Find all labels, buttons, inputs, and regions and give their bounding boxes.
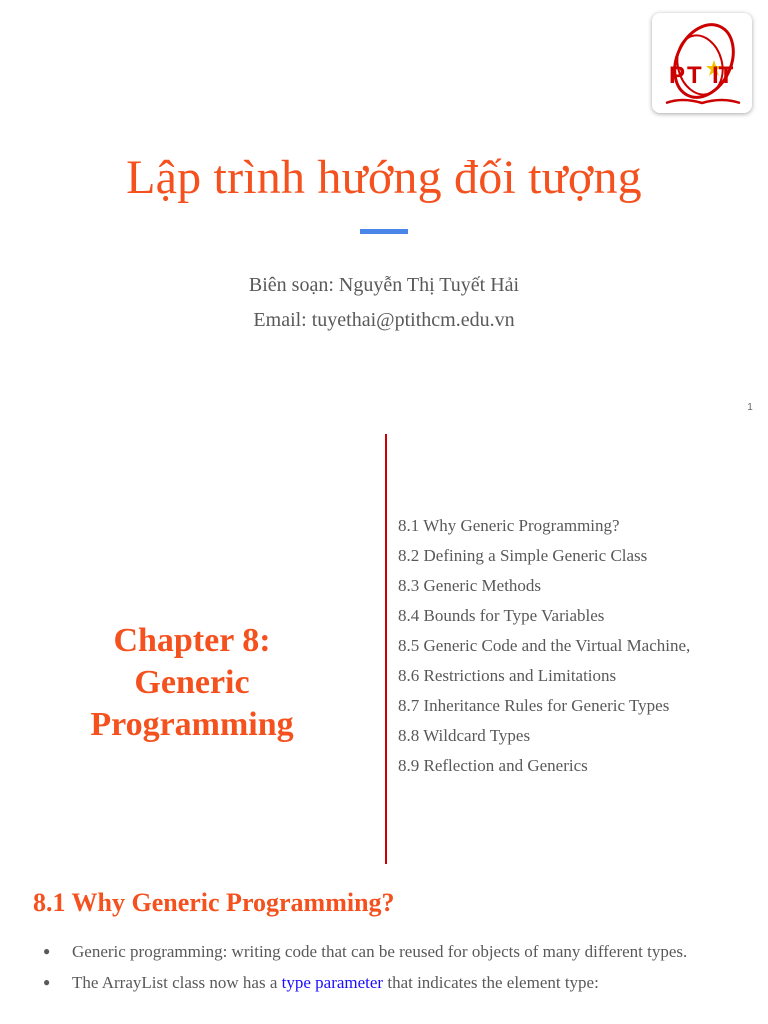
table-of-contents	[398, 511, 690, 781]
vertical-divider	[385, 434, 387, 864]
title-slide	[0, 0, 768, 432]
content-slide	[0, 864, 768, 1024]
toc-item: 8.9 Reflection and Generics	[398, 756, 588, 775]
toc-item: 8.2 Defining a Simple Generic Class	[398, 546, 648, 565]
chapter-title-line2: Generic	[134, 664, 250, 701]
title-accent-bar	[360, 229, 408, 234]
toc-item: 8.5 Generic Code and the Virtual Machine,	[398, 636, 691, 655]
toc-item: 8.1 Why Generic Programming?	[398, 516, 620, 535]
type-parameter-link[interactable]: type parameter	[281, 973, 384, 992]
ptit-logo-icon	[652, 13, 752, 113]
bullet-item	[40, 969, 740, 996]
section-title: 8.1 Why Generic Programming?	[33, 888, 395, 917]
toc-item: 8.8 Wildcard Types	[398, 726, 531, 745]
toc-item: 8.4 Bounds for Type Variables	[398, 606, 605, 625]
bullet-dot-icon: ●	[43, 975, 51, 989]
logo-letters-it: IT	[712, 62, 734, 89]
bullet-item	[40, 938, 740, 965]
chapter-slide	[0, 432, 768, 864]
logo-letter-p: P	[669, 62, 686, 89]
bullet-text-after: that indicates the element type:	[383, 973, 599, 992]
toc-item: 8.7 Inheritance Rules for Generic Types	[398, 696, 670, 715]
bullet-dot-icon: ●	[43, 944, 51, 958]
bullet-text-before: The ArrayList class now has a	[72, 973, 282, 992]
chapter-title	[60, 620, 324, 746]
toc-item: 8.6 Restrictions and Limitations	[398, 666, 617, 685]
bullet-text: Generic programming: writing code that can be reused for objects of many different types.	[72, 942, 688, 961]
chapter-title-line1: Chapter 8:	[113, 622, 271, 659]
chapter-title-line3: Programming	[90, 706, 294, 743]
email-line: Email: tuyethai@ptithcm.edu.vn	[253, 309, 515, 331]
page-number: 1	[747, 402, 753, 413]
toc-item: 8.3 Generic Methods	[398, 576, 542, 595]
bullet-list	[40, 938, 740, 1000]
ptit-logo	[652, 13, 752, 113]
slide-title: Lập trình hướng đối tượng	[126, 151, 642, 204]
author-line: Biên soạn: Nguyễn Thị Tuyết Hải	[248, 274, 520, 296]
logo-letter-t: T	[687, 62, 702, 89]
